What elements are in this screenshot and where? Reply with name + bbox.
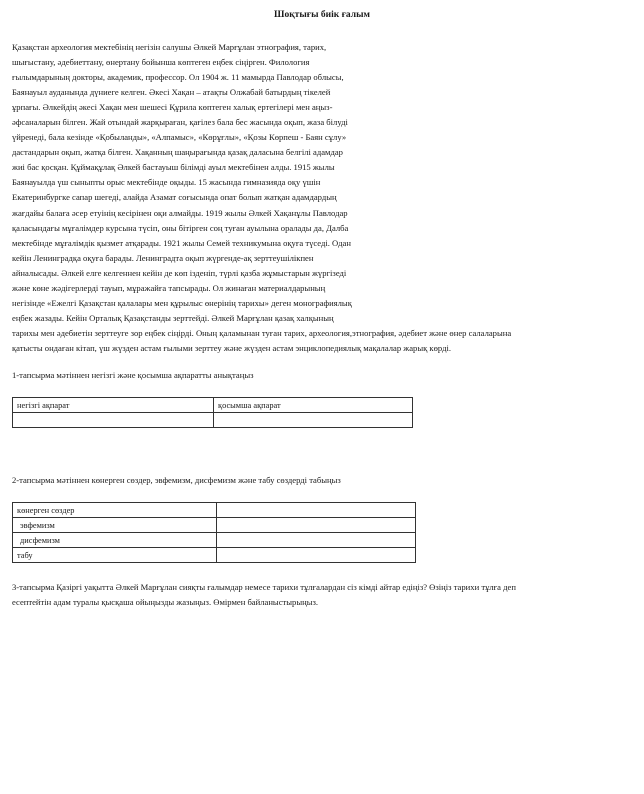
task2-prompt: 2-тапсырма мәтіннен көнерген сөздер, эвфемизм, дисфемизм және табу сөздерді табыңыз — [12, 475, 341, 485]
paragraph-line: тарихы мен әдебиетін зерттеуге зор еңбек сіңірді. Оның қаламынан туған тарих, археология,этнография, әдебиет және өнер салаларына — [12, 327, 512, 338]
paragraph-line: Баянауыл ауданында дүниеге келген. Әкесі Хақан – атақты Олжабай батырдың тікелей — [12, 87, 331, 98]
paragraph-line: ұрпағы. Әлкейдің әкесі Хақан мен шешесі Құрила көптеген халық ертегілері мен аңыз- — [12, 102, 333, 113]
extra-info-cell[interactable] — [214, 413, 413, 428]
table-row — [13, 398, 413, 413]
answer-cell[interactable] — [217, 533, 416, 548]
paragraph-line: кейін Ленинградқа оқуға барады. Ленинградта оқып жүргенде-ақ зерттеушілікпен — [12, 252, 314, 263]
answer-cell[interactable] — [217, 503, 416, 518]
header-main-info: негізгі ақпарат — [13, 398, 214, 413]
paragraph-line: жиі бас қосқан. Құймақұлақ Әлкей бастауыш білімді ауыл мектебінен алды. 1915 жылы — [12, 162, 335, 173]
paragraph-line: негізінде «Ежелгі Қазақстан қалалары мен құрылыс өнерінің тарихы» деген монографиялық — [12, 297, 352, 308]
row-label-dysphemism: дисфемизм — [13, 533, 217, 548]
paragraph-line: үйренеді, бала кезінде «Қобыланды», «Алпамыс», «Көрұғлы», «Қозы Көрпеш - Баян сұлу» — [12, 132, 347, 143]
paragraph-line: Баянауылда үш сыныпты орыс мектебінде оқыды. 15 жасында гимназияда оқу үшін — [12, 177, 321, 188]
paragraph-line: шығыстану, әдебиеттану, өнертану бойынша көптеген еңбек сіңірген. Филология — [12, 57, 310, 68]
table-row — [13, 413, 413, 428]
paragraph-line: Қазақстан археология мектебінің негізін салушы Әлкей Марғұлан этнография, тарих, — [12, 42, 327, 52]
table-row — [13, 548, 416, 563]
task3-line: есептейтін адам туралы қысқаша ойыңызды жазыңыз. Өмірмен байланыстырыңыз. — [12, 597, 319, 607]
paragraph-line: дастандарын оқып, жатқа білген. Хақанның шаңырағында қазақ даласына белгілі адамдар — [12, 147, 343, 158]
task1-prompt: 1-тапсырма мәтіннен негізгі және қосымша ақпаратты анықтаңыз — [12, 370, 254, 380]
row-label-archaic: көнерген сөздер — [13, 503, 217, 518]
paragraph-line: әфсаналарын білген. Жай отындай жарқыраған, қағілез бала бес жасында оқып, жаза білуді — [12, 117, 348, 128]
paragraph-line: қаласындағы мұғалімдер курсына түсіп, оны бітірген соң туған ауылына оралады да, Далба — [12, 222, 349, 233]
header-extra-info: қосымша ақпарат — [214, 398, 413, 413]
paragraph-line: жағдайы балаға әсер етуінің кесірінен оқи алмайды. 1919 жылы Әлкей Хақанұлы Павлодар — [12, 207, 348, 218]
paragraph-line: ғылымдарының докторы, академик, профессор. Ол 1904 ж. 11 мамырда Павлодар облысы, — [12, 72, 344, 83]
document-title: Шоқтығы биік ғалым — [274, 10, 370, 20]
paragraph-line: және көне жәдігерлерді тауып, мұражайға тапсырады. Ол жинаған материалдарының — [12, 282, 326, 293]
task3-line: 3-тапсырма Қазіргі уақытта Әлкей Марғұлан сияқты ғалымдар немесе тарихи тұлғалардан сіз кімді айтар едіңіз? Өзіңіз тарихи тұлға деп — [12, 582, 516, 592]
task3-prompt — [12, 580, 516, 610]
paragraph-line: еңбек жазады. Кейін Орталық Қазақстанды зерттейді. Әлкей Марғұлан қазақ халқының — [12, 312, 334, 323]
paragraph-line: айналысады. Әлкей елге келгеннен кейін де көп ізденіп, түрлі қазба жұмыстарын жүргізеді — [12, 267, 347, 278]
answer-cell[interactable] — [217, 548, 416, 563]
task1-table — [12, 397, 413, 428]
table-row — [13, 518, 416, 533]
main-info-cell[interactable] — [13, 413, 214, 428]
row-label-euphemism: эвфемизм — [13, 518, 217, 533]
task2-table — [12, 502, 416, 563]
table-row — [13, 533, 416, 548]
paragraph-line: қатысты ондаған кітап, үш жүзден астам ғылыми зерттеу және жүзден астам энциклопедиялық мақалалар жарық көрді. — [12, 342, 451, 353]
main-paragraph — [12, 40, 511, 356]
row-label-taboo: табу — [13, 548, 217, 563]
table-row — [13, 503, 416, 518]
paragraph-line: Екатеринбургке сапар шегеді, алайда Азамат соғысында опат болып жатқан адамдардың — [12, 192, 337, 203]
paragraph-line: мектебінде мұғалімдік қызмет атқарады. 1921 жылы Семей техникумына оқуға түседі. Одан — [12, 237, 351, 248]
answer-cell[interactable] — [217, 518, 416, 533]
